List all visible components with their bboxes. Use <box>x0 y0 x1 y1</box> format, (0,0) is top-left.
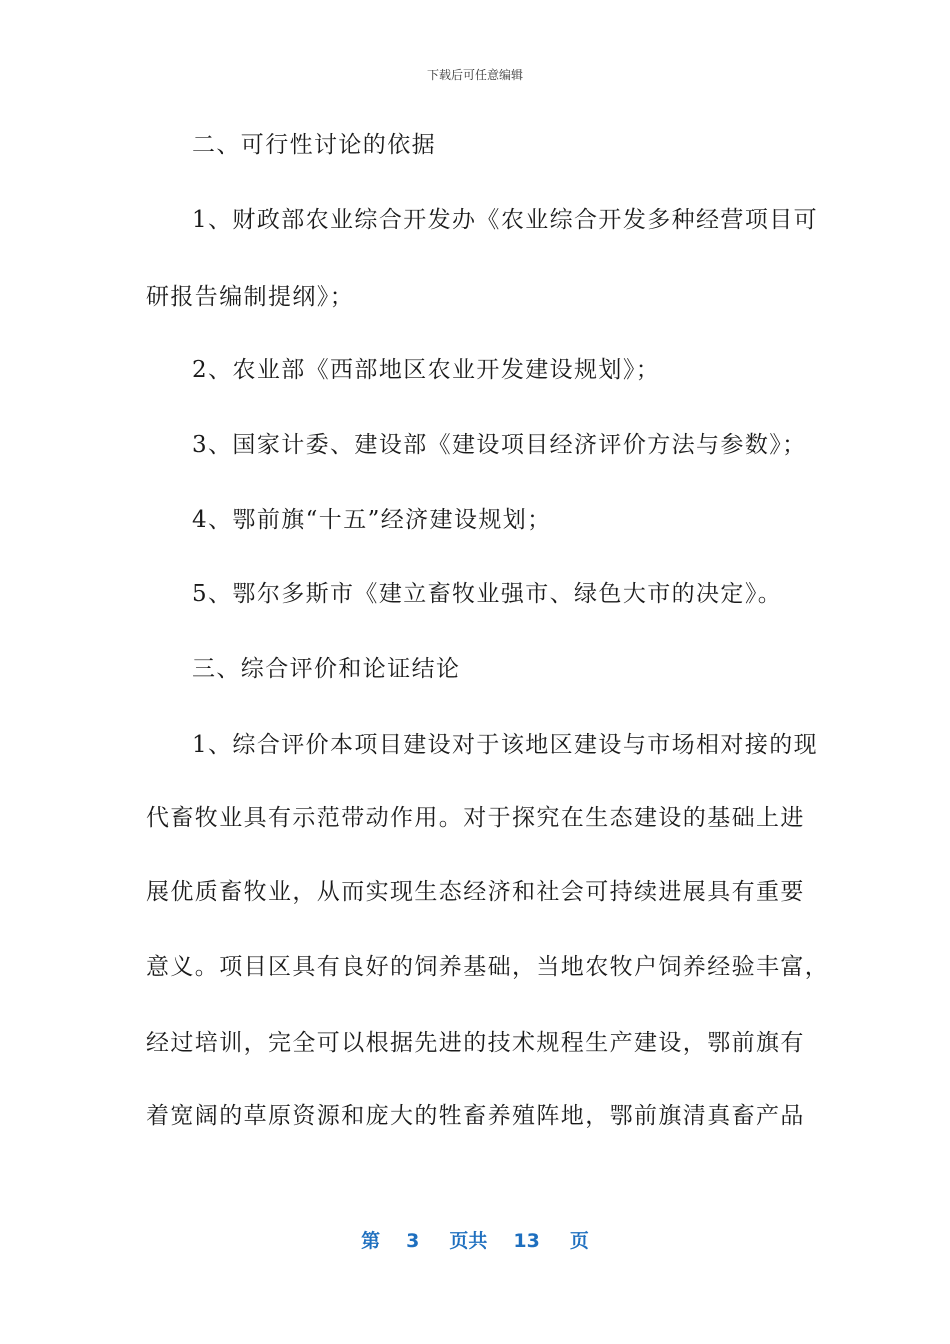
footer-page-middle: 页共 <box>449 1230 488 1252</box>
basis-item-1: 1、财政部农业综合开发办《农业综合开发多种经营项目可 <box>192 207 819 233</box>
section-heading-3: 三、综合评价和论证结论 <box>192 656 461 682</box>
paragraph-line: 1、综合评价本项目建设对于该地区建设与市场相对接的现 <box>192 732 819 758</box>
paragraph-line: 代畜牧业具有示范带动作用。对于探究在生态建设的基础上进 <box>146 805 805 831</box>
basis-item-2: 2、农业部《西部地区农业开发建设规划》； <box>192 357 661 383</box>
paragraph-line: 着宽阔的草原资源和庞大的牲畜养殖阵地，鄂前旗清真畜产品 <box>146 1103 805 1129</box>
footer-page-number: 3 <box>406 1230 420 1252</box>
paragraph-line: 展优质畜牧业，从而实现生态经济和社会可持续进展具有重要 <box>146 879 805 905</box>
basis-item-3: 3、国家计委、建设部《建设项目经济评价方法与参数》； <box>192 432 807 458</box>
section-heading-2: 二、可行性讨论的依据 <box>192 132 436 158</box>
footer-page-suffix: 页 <box>569 1230 589 1252</box>
basis-item-5: 5、鄂尔多斯市《建立畜牧业强市、绿色大市的决定》。 <box>192 581 783 607</box>
footer-page-prefix: 第 <box>361 1230 381 1252</box>
page-footer <box>0 1226 950 1253</box>
page-header-note: 下载后可任意编辑 <box>426 68 523 82</box>
basis-item-1-continued: 研报告编制提纲》； <box>146 284 355 310</box>
footer-page-total: 13 <box>513 1230 540 1252</box>
paragraph-line: 经过培训，完全可以根据先进的技术规程生产建设，鄂前旗有 <box>146 1030 805 1056</box>
paragraph-line: 意义。项目区具有良好的饲养基础，当地农牧户饲养经验丰富， <box>146 954 830 980</box>
basis-item-4: 4、鄂前旗“十五”经济建设规划； <box>192 507 552 533</box>
